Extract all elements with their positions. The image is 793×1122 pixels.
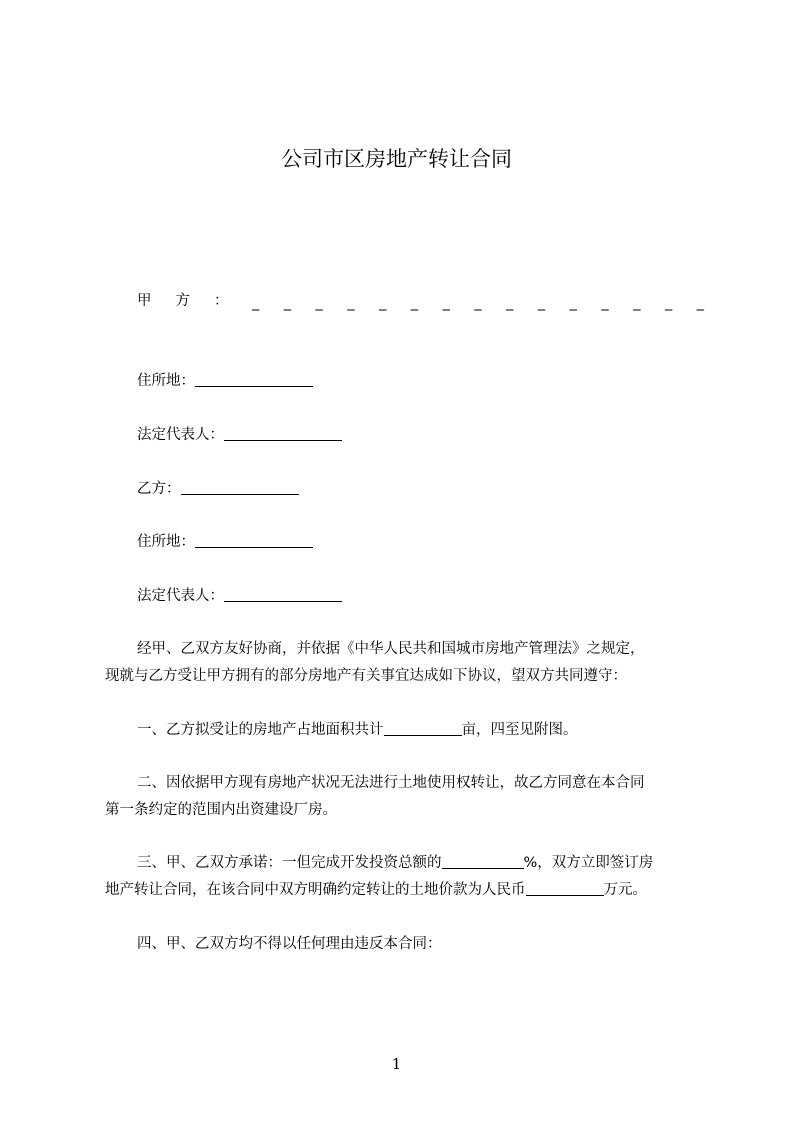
party-a-label-char: 甲: [137, 293, 152, 309]
clause-3-line-1: [137, 853, 653, 873]
party-a-label-char: ：: [214, 293, 229, 309]
blank-dash: _: [569, 295, 577, 311]
party-b-rep-line: [137, 586, 342, 606]
party-a-address-line: [137, 371, 313, 391]
party-b-address-label: 住所地：: [137, 534, 195, 550]
clause-2-line-2: 第一条约定的范围内出资建设厂房。: [105, 802, 337, 818]
party-a-rep-line: [137, 425, 342, 445]
clause-3-line-2: [105, 880, 647, 900]
contract-title: 公司市区房地产转让合同: [281, 147, 512, 171]
party-a-label: [137, 291, 229, 311]
party-b-address-line: [137, 532, 313, 552]
blank-dash: _: [347, 295, 355, 311]
clause-3-percent-blank[interactable]: [442, 854, 524, 869]
party-b-name-blank[interactable]: [181, 480, 299, 495]
blank-dash: _: [410, 295, 419, 311]
party-b-label: 乙方：: [137, 481, 181, 497]
clause-1-text: 一、乙方拟受让的房地产占地面积共计: [137, 722, 384, 738]
blank-dash: _: [537, 295, 546, 311]
blank-dash: _: [315, 295, 323, 311]
party-a-address-label: 住所地：: [137, 373, 195, 389]
blank-dash: _: [601, 295, 609, 311]
blank-dash: _: [696, 295, 704, 311]
blank-dash: _: [474, 295, 482, 311]
blank-dash: _: [379, 295, 387, 311]
clause-3-text-end: %，双方立即签订房: [523, 855, 654, 871]
party-b-rep-blank[interactable]: [224, 587, 342, 602]
clause-1: [137, 720, 578, 740]
party-b-rep-label: 法定代表人：: [137, 588, 224, 604]
party-a-rep-label: 法定代表人：: [137, 427, 224, 443]
party-a-address-blank[interactable]: [195, 372, 313, 387]
blank-dash: _: [442, 295, 450, 311]
clause-1-text-end: 亩，四至见附图。: [461, 722, 578, 738]
intro-line-1: 经甲、乙双方友好协商，并依据《中华人民共和国城市房地产管理法》之规定，: [137, 641, 645, 657]
party-a-rep-blank[interactable]: [224, 426, 342, 441]
clause-2-line-1: 二、因依据甲方现有房地产状况无法进行土地使用权转让，故乙方同意在本合同: [137, 775, 645, 791]
blank-dash: _: [506, 295, 514, 311]
party-b-line: [137, 479, 299, 499]
clause-3-text-2: 地产转让合同，在该合同中双方明确约定转让的土地价款为人民币: [105, 882, 526, 898]
blank-dash: _: [664, 295, 673, 311]
clause-4: 四、甲、乙双方均不得以任何理由违反本合同：: [137, 936, 442, 952]
clause-1-area-blank[interactable]: [384, 721, 462, 736]
party-a-label-char: 方: [175, 293, 190, 309]
clause-3-price-blank[interactable]: [526, 881, 604, 896]
page-number: 1: [391, 1055, 402, 1073]
intro-line-2: 现就与乙方受让甲方拥有的部分房地产有关事宜达成如下协议，望双方共同遵守：: [105, 668, 627, 684]
clause-3-text: 三、甲、乙双方承诺：一但完成开发投资总额的: [137, 855, 442, 871]
clause-3-text-2-end: 万元。: [603, 882, 647, 898]
blank-dash: _: [283, 295, 292, 311]
blank-dash: _: [252, 295, 260, 311]
blank-dash: _: [633, 295, 641, 311]
party-b-address-blank[interactable]: [195, 533, 313, 548]
party-a-name-blank[interactable]: [252, 293, 704, 313]
